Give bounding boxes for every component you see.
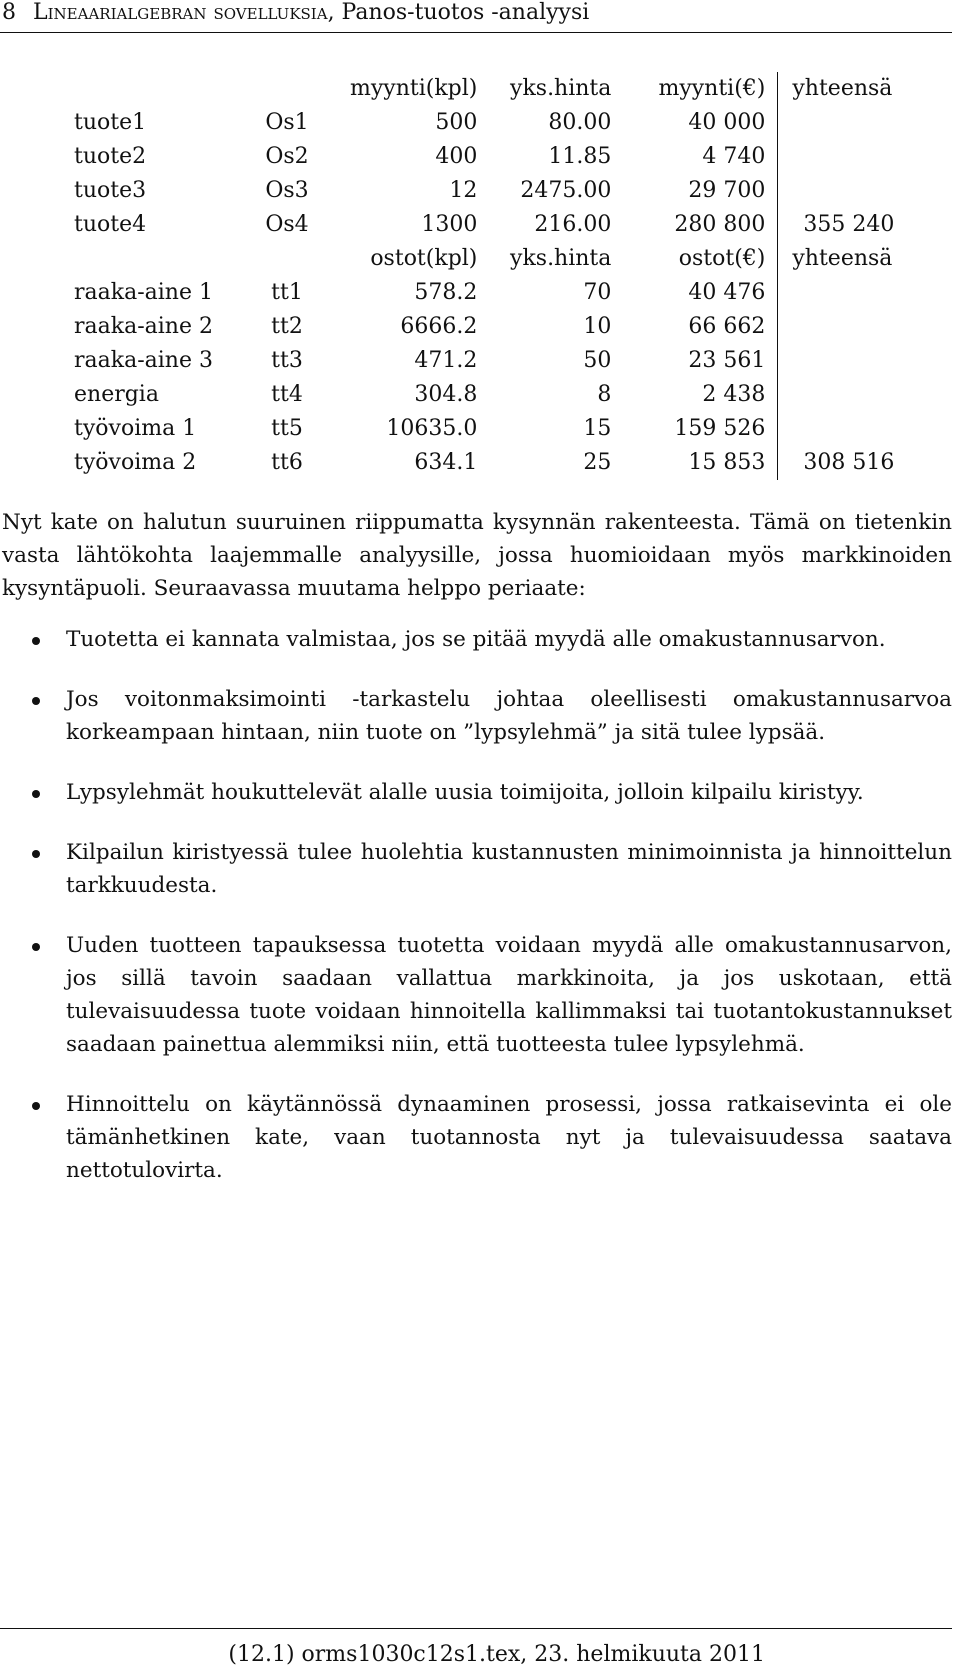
table-cell: [778, 174, 907, 208]
bullet-icon: [32, 697, 40, 705]
list-item: [2, 683, 952, 749]
table-cell: 8: [597, 382, 612, 407]
intro-paragraph: Nyt kate on halutun suuruinen riippumatta kysynnän rakenteesta. Tämä on tietenkin vasta lähtökohta laajemmalle analyysille, jossa huomioidaan myös markkinoiden kysyntäpuoli. Seuraavassa muutama helppo periaate:: [2, 510, 952, 601]
running-head-title: [33, 0, 589, 26]
table-cell: 159 526: [674, 416, 766, 441]
purchases-row: [62, 378, 906, 412]
purchases-row: [62, 412, 906, 446]
table-cell: 471.2: [414, 348, 478, 373]
table-cell: 29 700: [688, 178, 766, 203]
table-cell: 6666.2: [400, 314, 478, 339]
purchases-row: [62, 344, 906, 378]
table-cell: raaka-aine 3: [74, 348, 213, 373]
page-number: 8: [2, 0, 16, 25]
table-cell: 304.8: [414, 382, 478, 407]
table-header-cell: [62, 72, 236, 106]
section-title: , Panos-tuotos -analyysi: [327, 0, 590, 25]
table-cell: 500: [435, 110, 478, 135]
table-cell: [778, 412, 907, 446]
sales-header-row: [62, 72, 906, 106]
bullet-icon: [32, 850, 40, 858]
table-cell: 15 853: [688, 450, 766, 475]
purchases-header-row: [62, 242, 906, 276]
table-cell: [778, 310, 907, 344]
list-item-text: Kilpailun kiristyessä tulee huolehtia kustannusten minimoinnista ja hinnoittelun tarkkuudesta.: [66, 840, 952, 898]
table-cell: [778, 140, 907, 174]
table-cell: 634.1: [414, 450, 478, 475]
bullet-icon: [32, 1102, 40, 1110]
table-cell: 40 476: [688, 280, 766, 305]
footer-rule: [0, 1628, 952, 1629]
table-header-cell: myynti(kpl): [350, 76, 478, 101]
table-cell: [778, 276, 907, 310]
table-cell: tuote4: [74, 212, 147, 237]
table-cell: energia: [74, 382, 159, 407]
chapter-title: Lineaarialgebran sovelluksia: [33, 0, 328, 25]
purchases-row: [62, 446, 906, 480]
table-cell: tuote1: [74, 110, 147, 135]
table-cell: 216.00: [534, 212, 612, 237]
sales-row: [62, 174, 906, 208]
list-item: [2, 836, 952, 902]
table-cell: 400: [435, 144, 478, 169]
table-cell: 25: [583, 450, 612, 475]
list-item-text: Hinnoittelu on käytännössä dynaaminen prosessi, jossa ratkaisevinta ei ole tämänhetkinen kate, vaan tuotannosta nyt ja tulevaisuudessa saatava nettotulovirta.: [66, 1092, 952, 1183]
table-cell: tt6: [271, 450, 303, 475]
table-cell: 66 662: [688, 314, 766, 339]
table-cell: 40 000: [688, 110, 766, 135]
sales-row: [62, 106, 906, 140]
table-cell: Os4: [265, 212, 309, 237]
table-cell: raaka-aine 2: [74, 314, 213, 339]
running-head: [0, 0, 960, 31]
body-text: [2, 506, 952, 1214]
principles-list: [2, 623, 952, 1187]
table-cell: 1300: [421, 212, 478, 237]
table-cell: 4 740: [702, 144, 766, 169]
table-cell: 15: [583, 416, 612, 441]
table-cell: tuote3: [74, 178, 147, 203]
table-cell: Os2: [265, 144, 309, 169]
table-header-cell: ostot(€): [678, 246, 766, 271]
bullet-icon: [32, 790, 40, 798]
table-cell: 10: [583, 314, 612, 339]
table-cell: tt5: [271, 416, 303, 441]
cost-table: [62, 72, 906, 480]
table-header-cell: myynti(€): [658, 76, 766, 101]
purchases-row: [62, 276, 906, 310]
page-footer: (12.1) orms1030c12s1.tex, 23. helmikuuta 2011: [228, 1642, 765, 1667]
table-cell: työvoima 2: [74, 450, 197, 475]
list-item-text: Lypsylehmät houkuttelevät alalle uusia toimijoita, jolloin kilpailu kiristyy.: [66, 780, 864, 805]
table-header-cell: [62, 242, 236, 276]
table-cell: työvoima 1: [74, 416, 197, 441]
table-header-cell: ostot(kpl): [370, 246, 478, 271]
table-cell: tt2: [271, 314, 303, 339]
table-cell: 12: [449, 178, 478, 203]
sales-row: [62, 140, 906, 174]
table-cell: Os1: [265, 110, 309, 135]
list-item-text: Uuden tuotteen tapauksessa tuotetta voidaan myydä alle omakustannusarvon, jos sillä tavoin saadaan vallattua markkinoita, ja jos uskotaan, että tulevaisuudessa tuote voidaan hinnoitella kallimmaksi tai tuotantokustannukset saadaan painettua alemmiksi niin, että tuotteesta tulee lypsylehmä.: [66, 933, 952, 1057]
table-cell: tt4: [271, 382, 303, 407]
table-cell: 50: [583, 348, 612, 373]
purchases-row: [62, 310, 906, 344]
table-cell: [778, 106, 907, 140]
table-header-cell: [236, 242, 338, 276]
table-cell: 280 800: [674, 212, 766, 237]
table-cell: 2 438: [702, 382, 766, 407]
sales-row: [62, 208, 906, 242]
table-header-cell: yks.hinta: [510, 76, 612, 101]
table-cell: [778, 378, 907, 412]
list-item-text: Tuotetta ei kannata valmistaa, jos se pitää myydä alle omakustannusarvon.: [66, 627, 886, 652]
list-item: [2, 623, 952, 656]
table-cell: Os3: [265, 178, 309, 203]
table-cell: 11.85: [548, 144, 612, 169]
bullet-icon: [32, 637, 40, 645]
list-item: [2, 1088, 952, 1187]
table-cell: 70: [583, 280, 612, 305]
table-header-cell: yks.hinta: [510, 246, 612, 271]
table-cell: tt1: [271, 280, 303, 305]
table-cell: 23 561: [688, 348, 766, 373]
table-cell: tt3: [271, 348, 303, 373]
table-cell: raaka-aine 1: [74, 280, 213, 305]
table-cell: 308 516: [778, 446, 907, 480]
table-header-cell: yhteensä: [778, 242, 907, 276]
list-item: [2, 776, 952, 809]
table-cell: 80.00: [548, 110, 612, 135]
table-cell: 2475.00: [520, 178, 612, 203]
table-header-cell: [236, 72, 338, 106]
table-header-cell: yhteensä: [778, 72, 907, 106]
table-cell: 355 240: [778, 208, 907, 242]
bullet-icon: [32, 943, 40, 951]
table-cell: 578.2: [414, 280, 478, 305]
header-rule: [0, 32, 952, 33]
list-item: [2, 929, 952, 1061]
cost-table-wrap: [62, 72, 906, 480]
table-cell: [778, 344, 907, 378]
cost-table-body: [62, 72, 906, 480]
table-cell: tuote2: [74, 144, 147, 169]
list-item-text: Jos voitonmaksimointi -tarkastelu johtaa oleellisesti omakustannusarvoa korkeampaan hintaan, niin tuote on ”lypsylehmä” ja sitä tulee lypsää.: [66, 687, 952, 745]
table-cell: 10635.0: [386, 416, 478, 441]
